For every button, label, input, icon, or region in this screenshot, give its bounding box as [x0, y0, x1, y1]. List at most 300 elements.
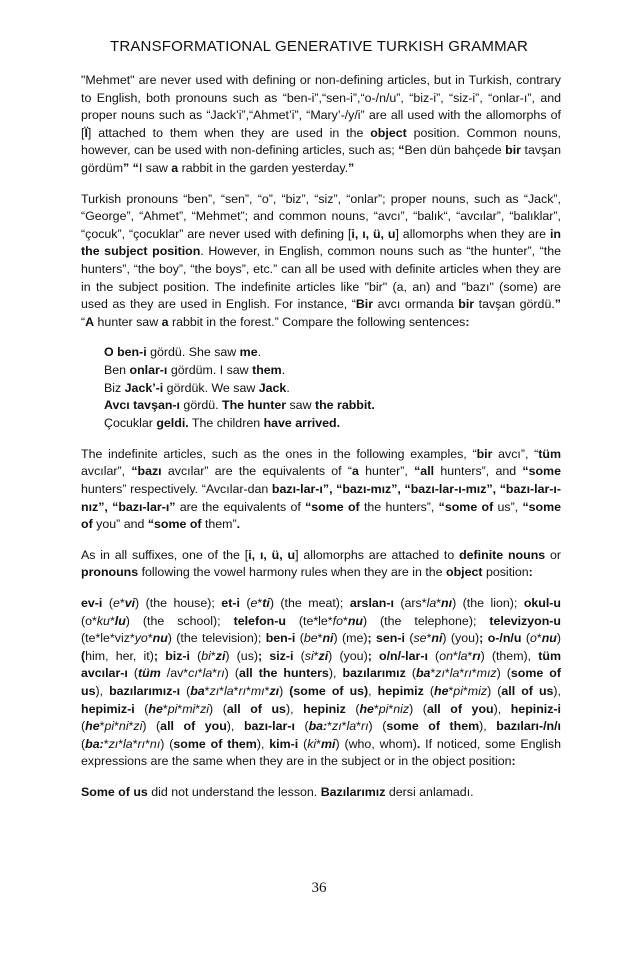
text-run: ) ( — [209, 701, 227, 716]
text-run: * — [317, 631, 323, 646]
text-run: bazıları-/n/ı — [496, 719, 561, 734]
text-run: ) — [279, 683, 290, 698]
text-run: * — [210, 648, 216, 663]
text-run: * — [313, 648, 319, 663]
text-run: ( — [521, 631, 530, 646]
text-run: hepimiz-i — [81, 701, 135, 716]
text-run: As in all suffixes, one of the [ — [81, 547, 249, 562]
text-run: Ï — [84, 125, 88, 140]
text-run: * — [536, 631, 542, 646]
text-run: bi — [201, 648, 211, 663]
text-run: * — [118, 736, 124, 751]
text-run: zi — [215, 648, 226, 663]
text-run: * — [212, 666, 218, 681]
text-run: ba: — [85, 736, 104, 751]
text-run: ), — [493, 701, 511, 716]
text-run: ) (the school); — [125, 613, 234, 628]
text-run: rı — [464, 666, 472, 681]
text-run: la — [123, 736, 133, 751]
text-run: ( — [427, 648, 440, 663]
text-run: . However, in English, common nouns such as “the hunter”, “the hunters”, “the boy”, “the boys”, etc.” can all be used with definite articles when they are in the subject position. The indefinite articles like "bir" (a, an) and "bazı" (some) are used as they are used in English. For instance, “ — [81, 244, 561, 312]
text-run — [372, 649, 379, 663]
text-run: all of you — [160, 719, 227, 734]
text-run: ben-i — [265, 631, 296, 646]
text-run: hunter”, — [358, 464, 415, 479]
text-run: following the vowel harmony rules when they are in the — [138, 565, 447, 580]
text-run: la — [426, 595, 437, 610]
text-run: okul-u — [523, 595, 561, 610]
text-run: a — [171, 160, 179, 175]
text-run: O ben-i — [104, 345, 147, 360]
text-run: o/n/-lar-ı — [379, 648, 428, 663]
text-run: (ars* — [393, 595, 427, 610]
text-run: i, ı, ü, u — [351, 226, 396, 241]
text-run: tavşan gördü. — [474, 297, 555, 312]
text-run: Jack’-i — [124, 380, 164, 395]
text-run: ) ( — [368, 719, 387, 734]
text-run: ) ( — [224, 666, 239, 681]
text-run: ( — [405, 666, 416, 681]
text-run: "Mehmet" are never used with defining or non-defining articles, but in Turkish, contrary to English, both pronouns such as “ben-i”,“sen-i”,“o-/n/u”, “biz-i”, “siz-i”, “onlar-ı”, and proper nouns such as “Jack’i”,“Ahmet’i”, “Mary’-/y/i” are all used with the allomorphs of [ — [81, 73, 561, 140]
text-run: : — [511, 754, 516, 769]
text-run: position. Common nouns, however, can be used with non-defining articles, such as; — [81, 125, 561, 158]
text-run: zı — [332, 719, 342, 734]
text-run: * — [444, 666, 450, 681]
text-run: * — [233, 683, 239, 698]
text-run: ev-i — [81, 595, 103, 610]
text-run: he — [85, 719, 100, 734]
text-run: * — [204, 683, 210, 698]
text-run: Ben dün bahçede — [404, 143, 506, 158]
example-sentences — [81, 344, 561, 433]
text-run: ] allomorphs are attached to — [295, 547, 460, 562]
text-run: or — [545, 547, 562, 562]
text-run: A — [85, 314, 95, 329]
text-run: “some — [522, 464, 561, 479]
text-run: ; — [153, 648, 159, 663]
text-run: * — [219, 683, 224, 698]
paragraph-articles-intro — [81, 72, 561, 178]
text-run: * — [459, 666, 465, 681]
text-run: niz — [393, 701, 410, 716]
text-run: ) ( — [160, 736, 174, 751]
text-run: rabbit in the forest.” Compare the following sentences — [168, 314, 466, 329]
text-run: “ — [398, 143, 405, 158]
text-run: him, her, it) — [85, 648, 154, 663]
text-run: avcı”, “ — [492, 446, 539, 461]
text-run: o — [529, 631, 537, 646]
text-run: ( — [134, 701, 149, 716]
text-run: ] allomorphs when they are — [395, 226, 550, 241]
text-run: ), — [226, 719, 244, 734]
text-run: hepimiz — [377, 683, 424, 698]
text-run: * — [373, 701, 379, 716]
text-run: rı — [238, 683, 247, 698]
text-run: a — [161, 314, 169, 329]
text-run: ba — [415, 666, 431, 681]
text-run: bazılarımız — [342, 666, 406, 681]
text-run: are the equivalents of — [175, 499, 306, 514]
text-run: have arrived. — [263, 416, 341, 431]
text-run: * — [147, 631, 153, 646]
text-run: in the subject position — [81, 226, 561, 259]
example-sentence — [104, 397, 561, 415]
text-run: zı — [435, 666, 445, 681]
body-text — [81, 72, 561, 815]
text-run: ni — [322, 631, 334, 646]
text-run: e — [250, 595, 258, 610]
text-run: * — [246, 683, 251, 698]
text-run: ; — [367, 648, 372, 663]
text-run: zi — [200, 701, 210, 716]
text-run: : — [528, 565, 533, 580]
text-run: ( — [298, 736, 308, 751]
text-run: (te*le*viz* — [81, 631, 135, 646]
text-run: telefon-u — [233, 613, 286, 628]
text-run: rabbit in the garden yesterday. — [178, 160, 349, 175]
text-run: * — [162, 701, 168, 716]
page-number: 36 — [311, 880, 327, 896]
text-run: pronouns — [81, 565, 139, 580]
text-run: ) (you) — [328, 648, 368, 663]
text-run: * — [471, 666, 477, 681]
text-run: * — [448, 683, 454, 698]
text-run: ku — [96, 613, 110, 628]
text-run: rı — [217, 666, 225, 681]
text-run: he — [434, 683, 449, 698]
text-run: /av* — [160, 666, 189, 681]
text-run: ( — [81, 719, 86, 734]
text-run: cı — [188, 666, 198, 681]
text-run: ( — [127, 666, 139, 681]
text-run: ti — [262, 595, 270, 610]
text-run: bazılarımız-ı — [109, 683, 181, 698]
text-run: * — [145, 736, 150, 751]
text-run: avcı ormanda — [373, 297, 459, 312]
text-run: * — [132, 736, 138, 751]
text-run: yo — [134, 631, 148, 646]
text-run: hunters”, and — [434, 464, 523, 479]
text-run: object — [370, 125, 407, 140]
text-run: la — [346, 719, 357, 734]
text-run: ( — [293, 648, 305, 663]
text-run: ” “ — [123, 160, 139, 175]
text-run: et-i — [221, 595, 240, 610]
text-run: Bazılarımız — [320, 784, 386, 799]
text-run: * — [430, 666, 436, 681]
text-run: siz-i — [269, 648, 294, 663]
text-run: us”, — [493, 499, 523, 514]
text-run: bir — [476, 446, 493, 461]
text-run: did not understand the lesson. — [147, 784, 321, 799]
text-run: ba: — [308, 719, 328, 734]
text-run: bazı-lar-ı”, “bazı-mız”, “bazı-lar-ı-mız”, “bazı-lar-ı-nız”, “bazı-lar-ı” — [81, 482, 561, 514]
text-run: ), — [256, 736, 270, 751]
text-run: The indefinite articles, such as the ones in the following examples, “ — [81, 446, 477, 461]
text-run: ) (the telephone); — [362, 613, 490, 628]
text-run: some of them — [173, 736, 257, 751]
text-run: la — [457, 648, 468, 663]
text-run: * — [467, 648, 473, 663]
paragraph-subject-position — [81, 191, 561, 332]
text-run: gördük. We saw — [163, 380, 259, 395]
text-run: rı — [137, 736, 146, 751]
text-run: the rabbit. — [314, 398, 375, 413]
text-run: saw — [286, 398, 315, 413]
text-run: a — [352, 464, 359, 479]
example-sentence — [104, 362, 561, 380]
text-run: some of them — [386, 719, 480, 734]
text-run: ) (the television); — [167, 631, 266, 646]
text-run: : — [465, 314, 470, 329]
text-run: some of us — [81, 666, 561, 698]
text-run: Biz — [104, 380, 125, 395]
text-run: ( — [81, 648, 86, 663]
text-run: fo — [332, 613, 343, 628]
text-run: zı — [269, 683, 280, 698]
text-run: nu — [347, 613, 363, 628]
text-run: , — [368, 683, 378, 698]
text-run: * — [342, 613, 348, 628]
text-run: Çocuklar — [104, 416, 157, 431]
text-run: “some of — [305, 499, 360, 514]
text-run: * — [177, 701, 183, 716]
text-run: ) (them), — [480, 648, 539, 663]
text-run: ( — [345, 701, 360, 716]
text-run: you” and — [92, 517, 148, 532]
text-run: kim-i — [269, 736, 299, 751]
text-run: Turkish pronouns “ben”, “sen”, “o”, “biz”, “siz”, “onlar”; proper nouns, such as “Jack”, “George”, “Ahmet”, “Mehmet”; and common nouns, “avcı”, “balık“, “avcılar”, “balıklar”, “çocuk”, “çocuklar” are never used with defining [ — [81, 191, 561, 241]
paragraph-examples-list — [81, 595, 561, 771]
text-run: i, ı, ü, u — [248, 547, 296, 562]
text-run: he — [359, 701, 374, 716]
text-run: them — [252, 363, 282, 378]
text-run: si — [304, 648, 314, 663]
text-run: * — [436, 595, 442, 610]
text-run: geldi. — [156, 416, 189, 431]
text-run: mı — [250, 683, 265, 698]
text-run: * — [114, 719, 119, 734]
text-run: ” — [554, 297, 561, 312]
text-run: nı — [149, 736, 161, 751]
text-run: se — [413, 631, 427, 646]
text-run: ) (us) — [225, 648, 259, 663]
text-run: ( — [102, 595, 113, 610]
text-run: ni — [118, 719, 129, 734]
text-run: ( — [189, 648, 202, 663]
text-run: bazı-lar-ı — [243, 719, 295, 734]
text-run: mız — [476, 666, 497, 681]
text-run: biz-i — [165, 648, 190, 663]
text-run: “all — [414, 464, 435, 479]
text-run: “bazı — [131, 464, 162, 479]
text-run: ) (the house); — [135, 595, 222, 610]
text-run: ) (the lion); — [452, 595, 524, 610]
text-run: ( — [294, 719, 309, 734]
text-run: * — [426, 631, 432, 646]
text-run: ), — [479, 719, 497, 734]
text-run: pi — [104, 719, 115, 734]
text-run: (o* — [81, 613, 97, 628]
text-run: nu — [541, 631, 557, 646]
text-run: * — [128, 719, 134, 734]
text-run: me — [239, 345, 258, 360]
text-run: bir — [505, 143, 522, 158]
text-run: mi — [321, 736, 336, 751]
text-run: Bir — [355, 297, 374, 312]
text-run: dersi anlamadı. — [385, 784, 474, 799]
text-run: rı — [472, 648, 481, 663]
text-run: ), — [328, 666, 343, 681]
text-run: all of you — [426, 701, 494, 716]
text-run: . — [286, 380, 290, 395]
text-run: tavşan gördüm — [81, 143, 562, 175]
text-run: “ — [81, 314, 86, 329]
text-run: ), — [285, 701, 304, 716]
text-run: If noticed, some English expressions are the same when they are in the subject or in the object position — [81, 736, 561, 769]
text-run: * — [195, 701, 201, 716]
text-run: The children — [188, 416, 264, 431]
text-run: lu — [114, 613, 126, 628]
text-run: * — [452, 648, 458, 663]
text-run: avcılar” are the equivalents of “ — [161, 464, 352, 479]
text-run: ki — [307, 736, 317, 751]
paragraph-final-example — [81, 784, 561, 802]
text-run: * — [316, 736, 321, 751]
text-run: tüm — [538, 446, 561, 461]
text-run: * — [119, 595, 125, 610]
text-run: rı — [360, 719, 369, 734]
text-run: nı — [441, 595, 453, 610]
text-run: * — [388, 701, 394, 716]
text-run: * — [327, 719, 332, 734]
text-run: * — [103, 736, 109, 751]
text-run: tüm avcılar-ı — [81, 648, 561, 681]
text-run: ; — [479, 631, 484, 646]
text-run: object — [446, 565, 483, 580]
text-run: Avcı tavşan-ı — [104, 398, 180, 413]
example-sentence — [104, 380, 561, 398]
text-run: “some of — [81, 499, 562, 532]
text-run: ), — [95, 683, 110, 698]
text-run: them” — [201, 517, 237, 532]
text-run: ( — [239, 595, 251, 610]
text-run: The hunter — [222, 398, 287, 413]
text-run: zı — [108, 736, 119, 751]
example-sentence — [104, 415, 561, 433]
text-run: . — [257, 345, 262, 360]
text-run: e — [112, 595, 120, 610]
text-run: ) ( — [487, 683, 502, 698]
text-run: ” — [348, 160, 355, 175]
text-run: zi — [318, 648, 329, 663]
text-run: avcılar”, — [81, 464, 132, 479]
paragraph-allomorph-rule — [81, 547, 561, 582]
text-run: ( — [404, 631, 414, 646]
text-run: ( — [423, 683, 434, 698]
text-run: be — [303, 631, 318, 646]
text-run: ) — [556, 631, 561, 646]
text-run: all of us — [501, 683, 554, 698]
text-run: I saw — [138, 160, 172, 175]
text-run: arslan-ı — [349, 595, 394, 610]
text-run: hunter saw — [94, 314, 162, 329]
text-run: ) (me) — [333, 631, 368, 646]
text-run: Some of us — [81, 784, 148, 799]
text-run: televizyon-u — [489, 613, 561, 628]
text-run: ) ( — [142, 719, 161, 734]
text-run: hepiniz — [303, 701, 346, 716]
text-run: . — [236, 517, 241, 532]
text-run: ), — [553, 683, 561, 698]
text-run: ( — [81, 736, 86, 751]
text-run: Ben — [104, 363, 130, 378]
text-run: gördü. She saw — [146, 345, 240, 360]
text-run: ni — [431, 631, 443, 646]
text-run: Jack — [258, 380, 287, 395]
text-run: zi — [133, 719, 143, 734]
text-run: ( — [295, 631, 304, 646]
text-run: “some of — [147, 517, 202, 532]
text-run: nu — [152, 631, 168, 646]
text-run: . — [281, 363, 286, 378]
text-run: pi — [453, 683, 463, 698]
text-run: sen-i — [376, 631, 405, 646]
text-run: he — [148, 701, 163, 716]
text-run: vi — [124, 595, 136, 610]
text-run: on — [439, 648, 453, 663]
text-run: ba — [190, 683, 205, 698]
text-run: gördü. — [179, 398, 223, 413]
text-run: ) ( — [409, 701, 427, 716]
text-run: * — [356, 719, 361, 734]
text-run: mi — [182, 701, 196, 716]
text-run: * — [257, 595, 263, 610]
text-run: ] attached to them when they are used in the — [87, 125, 371, 140]
text-run: * — [341, 719, 347, 734]
text-run: ) (the meat); — [269, 595, 350, 610]
text-run: pi — [378, 701, 389, 716]
text-run: pi — [167, 701, 178, 716]
text-run: (te*le* — [285, 613, 333, 628]
text-run: la — [202, 666, 213, 681]
text-run: (some of us) — [289, 683, 369, 698]
running-header: TRANSFORMATIONAL GENERATIVE TURKISH GRAMMAR — [109, 38, 529, 55]
text-run: hunters” respectively. “Avcılar-dan — [81, 482, 272, 497]
text-run: ; — [367, 631, 372, 646]
text-run: * — [462, 683, 468, 698]
paragraph-indefinite-articles — [81, 446, 561, 534]
text-run: . — [416, 736, 421, 751]
text-run: miz — [467, 683, 488, 698]
text-run: all of us — [226, 701, 286, 716]
text-run: * — [99, 719, 105, 734]
text-run: ( — [180, 683, 191, 698]
text-run: “some of — [438, 499, 494, 514]
text-run: definite nouns — [459, 547, 546, 562]
text-run: * — [197, 666, 203, 681]
text-run: the hunters”, — [359, 499, 439, 514]
text-run: bir — [458, 297, 475, 312]
text-run: o-/n/u — [487, 631, 522, 646]
text-run: hepiniz-i — [510, 701, 561, 716]
text-run: la — [223, 683, 234, 698]
text-run: ; — [258, 648, 263, 663]
text-run: all the hunters — [238, 666, 329, 681]
text-run: zı — [209, 683, 220, 698]
text-run: * — [109, 613, 115, 628]
text-run: ) ( — [496, 666, 511, 681]
